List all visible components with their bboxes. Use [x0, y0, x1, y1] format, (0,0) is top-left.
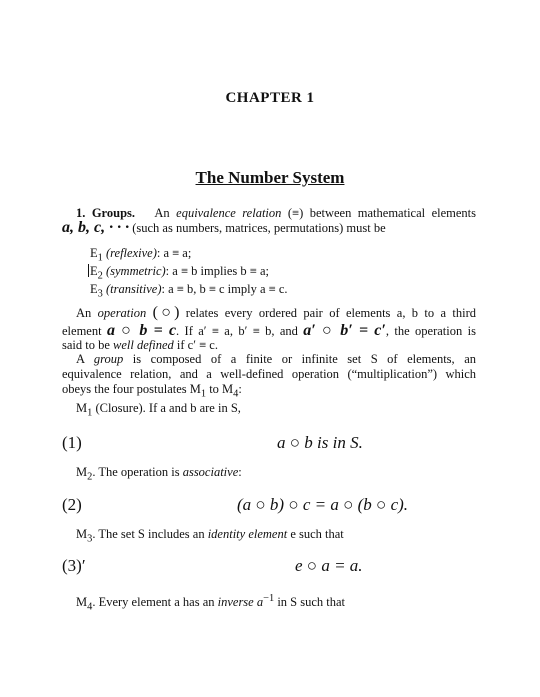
section-heading: 1. Groups.: [76, 206, 136, 220]
element-variables: a, b, c, · · ·: [62, 219, 130, 236]
operation-symbol: (○): [152, 304, 180, 321]
operation-line-1: An operation (○) relates every ordered pair of elements a, b to a third: [76, 304, 477, 321]
groups-line-1: 1. Groups. An equivalence relation (≡) between mathematical elements: [76, 206, 476, 220]
operation-line-3: said to be well defined if c′ ≡ c.: [62, 338, 218, 352]
chapter-heading: CHAPTER 1: [225, 90, 315, 106]
term-equivalence-relation: equivalence relation: [176, 206, 282, 220]
groups-line-2: a, b, c, · · · (such as numbers, matrices, permutations) must be: [62, 219, 386, 236]
postulate-e1: $E_1$ (reflexive): a ≡ a;: [90, 246, 192, 264]
operation-expression-prime: a′ ○ b′ = c′: [303, 322, 386, 339]
equation-2: (a ○ b) ○ c = a ○ (b ○ c).: [237, 495, 409, 514]
operation-expression: a ○ b = c: [106, 322, 177, 339]
postulate-m2: $M_2$. The operation is associative:: [76, 465, 242, 483]
group-line-3: obeys the four postulates $M_1$ to $M_4$:: [62, 382, 242, 400]
postulate-e3: $E_3$ (transitive): a ≡ b, b ≡ c imply a ≡ c.: [90, 282, 288, 300]
postulate-m4: $M_4$. Every element a has an inverse $a^{-1}$ in S such that: [76, 593, 346, 613]
postulate-m1: $M_1$ (Closure). If a and b are in S,: [76, 401, 241, 419]
postulate-e2: $E_2$ (symmetric): a ≡ b implies b ≡ a;: [90, 264, 269, 282]
equation-number-2: (2): [62, 495, 82, 514]
chapter-title: The Number System: [195, 168, 345, 187]
equation-number-3: (3)′: [62, 556, 86, 575]
equation-number-1: (1): [62, 433, 82, 452]
equation-1: a ○ b is in S.: [277, 433, 363, 452]
postulate-m3: $M_3$. The set S includes an identity element e such that: [76, 527, 344, 545]
group-line-2: equivalence relation, and a well-defined operation (“multiplication”) which: [62, 367, 476, 381]
operation-line-2: element a ○ b = c. If a′ ≡ a, b′ ≡ b, and a′ ○ b′ = c′, the operation is: [62, 322, 476, 339]
group-line-1: A group is composed of a finite or infinite set S of elements, an: [76, 352, 476, 366]
equation-3: e ○ a = a.: [295, 556, 363, 575]
text-cursor: [88, 264, 89, 277]
